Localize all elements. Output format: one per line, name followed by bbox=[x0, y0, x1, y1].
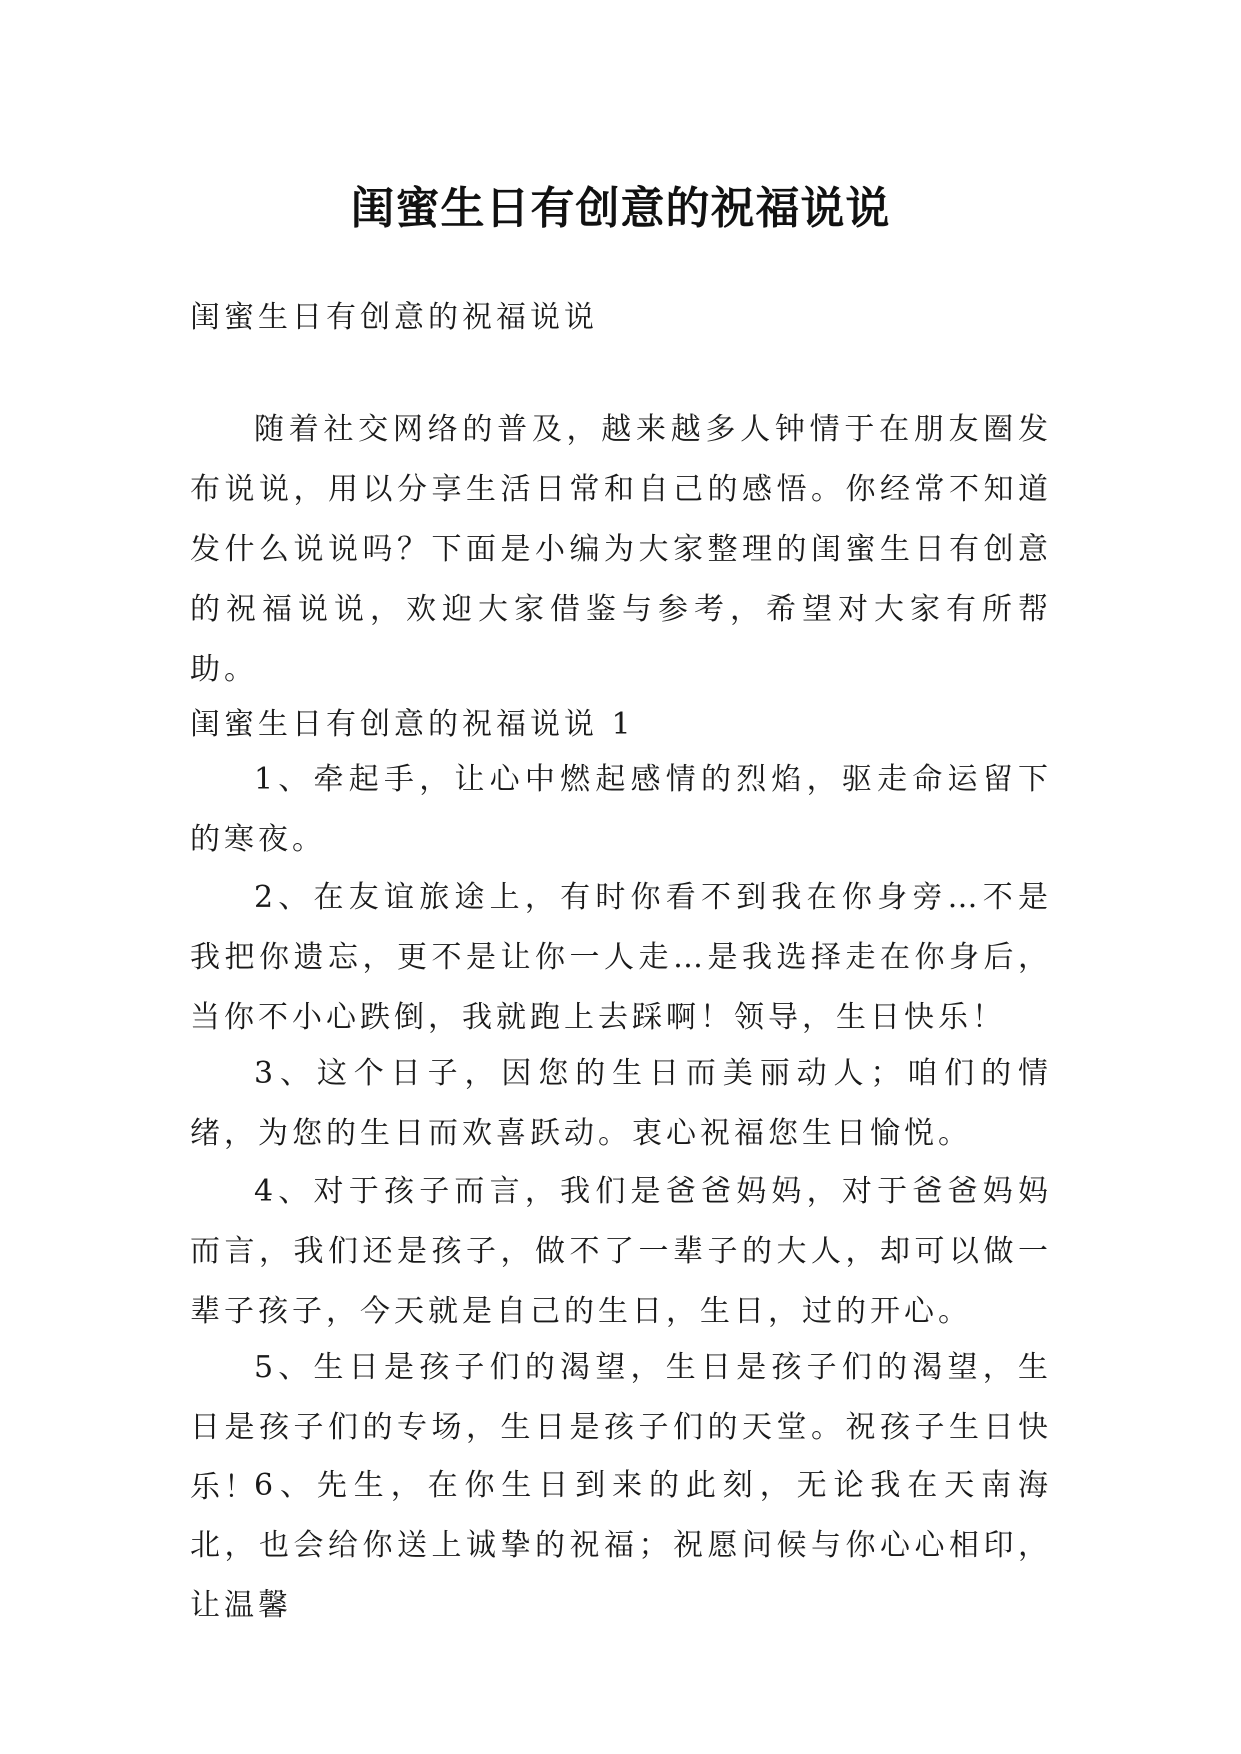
wish-item-2: 2、在友谊旅途上，有时你看不到我在你身旁…不是我把你遗忘，更不是让你一人走…是我选择走在你身后，当你不小心跌倒，我就跑上去踩啊！领导，生日快乐！ bbox=[190, 880, 1052, 1035]
wish-item-5: 5、生日是孩子们的渴望，生日是孩子们的渴望，生日是孩子们的专场，生日是孩子们的天堂。祝孩子生日快乐！ bbox=[190, 1350, 1052, 1505]
section-heading: 闺蜜生日有创意的祝福说说 1 bbox=[190, 707, 635, 742]
wish-item-4: 4、对于孩子而言，我们是爸爸妈妈，对于爸爸妈妈而言，我们还是孩子，做不了一辈子的大人，却可以做一辈子孩子，今天就是自己的生日，生日，过的开心。 bbox=[190, 1174, 1052, 1329]
wish-item-1: 1、牵起手，让心中燃起感情的烈焰，驱走命运留下的寒夜。 bbox=[190, 762, 1052, 857]
document-subtitle: 闺蜜生日有创意的祝福说说 bbox=[190, 300, 598, 335]
wish-item-6: 6、先生，在你生日到来的此刻，无论我在天南海北，也会给你送上诚挚的祝福；祝愿问候与你心心相印，让温馨 bbox=[190, 1468, 1052, 1623]
wish-item-3: 3、这个日子，因您的生日而美丽动人；咱们的情绪，为您的生日而欢喜跃动。衷心祝福您生日愉悦。 bbox=[190, 1056, 1052, 1151]
intro-paragraph: 随着社交网络的普及，越来越多人钟情于在朋友圈发布说说，用以分享生活日常和自己的感悟。你经常不知道发什么说说吗？下面是小编为大家整理的闺蜜生日有创意的祝福说说，欢迎大家借鉴与参考，希望对大家有所帮助。 bbox=[190, 412, 1052, 687]
page-title: 闺蜜生日有创意的祝福说说 bbox=[350, 183, 891, 235]
